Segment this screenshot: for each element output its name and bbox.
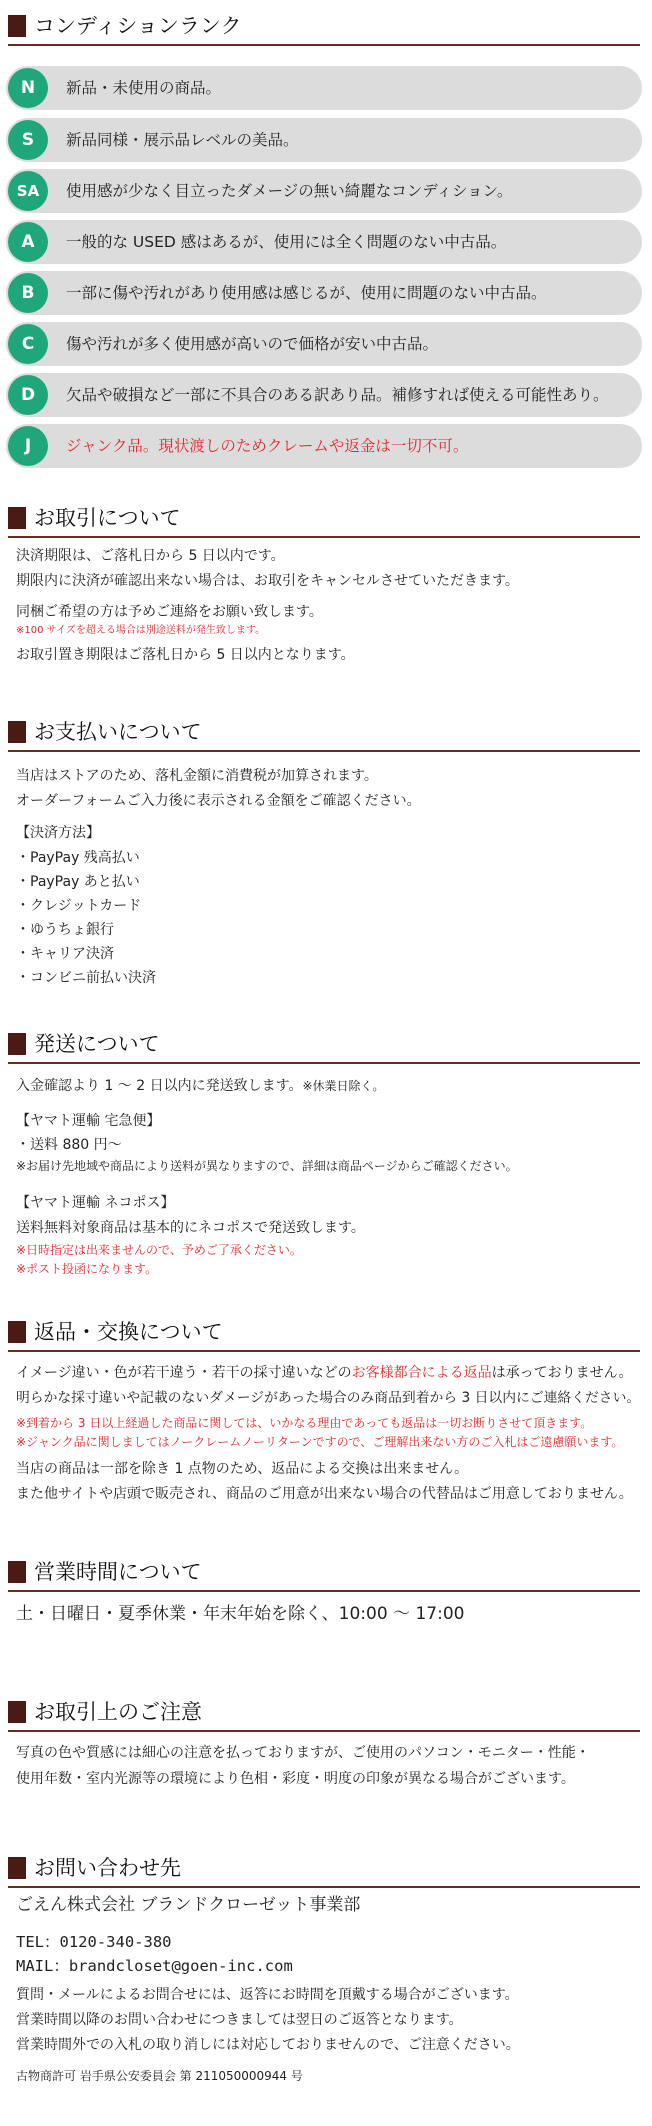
torihiki-text: 決済期限は、ご落札日から 5 日以内です。 [16,548,285,564]
returns-text: また他サイトや店頭で販売され、商品のご用意が出来ない場合の代替品はご用意しておりません。 [16,1486,633,1502]
rank-description: 欠品や破損など一部に不具合のある訳あり品。補修すれば使える可能性あり。 [66,386,609,404]
torihiki-text: 同梱ご希望の方は予めご連絡をお願い致します。 [16,604,323,620]
rank-badge: S [8,120,48,160]
torihiki-text: お取引置き期限はご落札日から 5 日以内となります。 [16,647,355,663]
license-text: 古物商許可 岩手県公安委員会 第 211050000944 号 [16,2069,303,2083]
torihiki-heading: お取引について [34,506,181,530]
rank-description: 一部に傷や汚れがあり使用感は感じるが、使用に問題のない中古品。 [66,284,547,302]
rank-badge: C [8,324,48,364]
shipping-holiday-note: ※休業日除く。 [302,1079,385,1093]
rank-description-junk: ジャンク品。現状渡しのためクレームや返金は一切不可。 [66,437,469,455]
torihiki-note: ※100 サイズを超える場合は別途送料が発生致します。 [16,625,266,636]
shipping-text [16,1076,384,1096]
nekopos-title: 【ヤマト運輸 ネコポス】 [16,1195,175,1211]
rank-badge: B [8,273,48,313]
torihiki-section-header [8,506,640,538]
shipping-fee-note: ※お届け先地域や商品により送料が異なりますので、詳細は商品ページからご確認ください。 [16,1159,518,1173]
hours-heading: 営業時間について [34,1560,202,1584]
payment-method-item: ・PayPay あと払い [16,874,140,890]
heading-square-icon [8,1701,26,1723]
hours-section-header [8,1560,640,1592]
rank-badge: N [8,68,48,108]
business-hours: 土・日曜日・夏季休業・年末年始を除く、10:00 ～ 17:00 [16,1604,465,1624]
returns-note: ※ジャンク品に関しましてはノークレームノーリターンですので、ご理解出来ない方のご入札はご遠慮願います。 [16,1435,624,1449]
contact-text: 営業時間以降のお問い合わせにつきましては翌日のご返答となります。 [16,2012,463,2028]
heading-square-icon [8,1033,26,1055]
rank-row-c [6,322,642,366]
payment-method-item: ・クレジットカード [16,898,142,914]
yamato-title: 【ヤマト運輸 宅急便】 [16,1113,161,1129]
contact-section-header [8,1856,640,1888]
caution-section-header [8,1700,640,1732]
payment-text: オーダーフォームご入力後に表示される金額をご確認ください。 [16,793,421,809]
nekopos-note: ※日時指定は出来ませんので、予めご了承ください。 [16,1243,302,1257]
shipping-lead-text: 入金確認より 1 ～ 2 日以内に発送致します。 [16,1078,303,1094]
rank-row-d [6,373,642,417]
rank-description: 傷や汚れが多く使用感が高いので価格が安い中古品。 [66,335,439,353]
nekopos-text: 送料無料対象商品は基本的にネコポスで発送致します。 [16,1220,365,1236]
rank-row-s [6,118,642,162]
returns-text-part: イメージ違い・色が若干違う・若干の採寸違いなどの [16,1365,352,1381]
payment-method-item: ・コンビニ前払い決済 [16,970,156,986]
rank-row-sa [6,169,642,213]
rank-badge: A [8,222,48,262]
heading-square-icon [8,721,26,743]
condition-section-header [8,14,640,46]
caution-text: 写真の色や質感には細心の注意を払っておりますが、ご使用のパソコン・モニター・性能・ [16,1745,590,1761]
rank-description: 一般的な USED 感はあるが、使用には全く問題のない中古品。 [66,233,507,251]
contact-tel: TEL：0120-340-380 [16,1933,172,1951]
rank-row-n [6,66,642,110]
returns-text-part: は承っておりません。 [491,1365,633,1381]
payment-section-header [8,720,640,752]
rank-description: 新品・未使用の商品。 [66,79,222,97]
heading-square-icon [8,507,26,529]
heading-square-icon [8,15,26,37]
heading-square-icon [8,1857,26,1879]
rank-description: 新品同様・展示品レベルの美品。 [66,131,299,149]
caution-text: 使用年数・室内光源等の環境により色相・彩度・明度の印象が異なる場合がございます。 [16,1771,575,1787]
condition-heading: コンディションランク [34,14,242,38]
rank-badge: J [8,426,48,466]
returns-note: ※到着から 3 日以上経過した商品に関しては、いかなる理由であっても返品は一切お断りさせて頂きます。 [16,1416,593,1430]
contact-mail: MAIL：brandcloset@goen-inc.com [16,1957,293,1975]
heading-square-icon [8,1561,26,1583]
contact-text: 営業時間外での入札の取り消しには対応しておりませんので、ご注意ください。 [16,2037,520,2053]
torihiki-text: 期限内に決済が確認出来ない場合は、お取引をキャンセルさせていただきます。 [16,573,519,589]
rank-row-b [6,271,642,315]
heading-square-icon [8,1321,26,1343]
returns-section-header [8,1320,640,1352]
company-name: ごえん株式会社 ブランドクローゼット事業部 [16,1895,361,1915]
returns-heading: 返品・交換について [34,1320,223,1344]
returns-text: 明らかな採寸違いや記載のないダメージがあった場合のみ商品到着から 3 日以内にご連絡ください。 [16,1390,641,1406]
returns-highlight: お客様都合による返品 [351,1365,492,1381]
returns-text [16,1363,632,1383]
payment-method-item: ・キャリア決済 [16,946,114,962]
shipping-fee: ・送料 880 円～ [16,1137,122,1153]
rank-badge: D [8,375,48,415]
caution-heading: お取引上のご注意 [34,1700,202,1724]
payment-methods-title: 【決済方法】 [16,825,100,841]
returns-text: 当店の商品は一部を除き 1 点物のため、返品による交換は出来ません。 [16,1461,469,1477]
nekopos-note: ※ポスト投函になります。 [16,1262,158,1276]
shipping-section-header [8,1032,640,1064]
shipping-heading: 発送について [34,1032,160,1056]
payment-heading: お支払いについて [34,720,202,744]
payment-text: 当店はストアのため、落札金額に消費税が加算されます。 [16,768,378,784]
contact-heading: お問い合わせ先 [34,1856,181,1880]
rank-badge: SA [8,171,48,211]
payment-method-item: ・PayPay 残高払い [16,850,140,866]
rank-row-j [6,424,642,468]
payment-method-item: ・ゆうちょ銀行 [16,922,114,938]
rank-row-a [6,220,642,264]
rank-description: 使用感が少なく目立ったダメージの無い綺麗なコンディション。 [66,182,513,200]
contact-text: 質問・メールによるお問合せには、返答にお時間を頂戴する場合がございます。 [16,1987,519,2003]
